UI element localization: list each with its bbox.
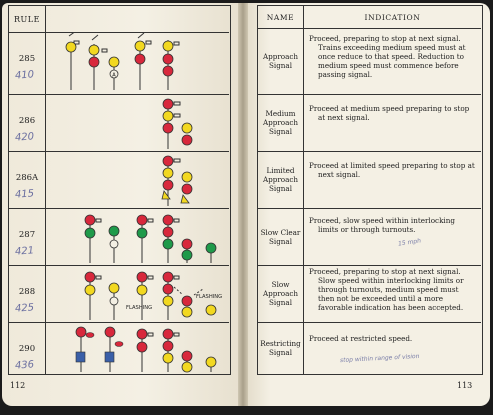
signal-drawings [46,208,229,265]
signal-light [163,123,173,133]
signal-light [163,284,173,294]
rule-number: 290 [18,344,36,354]
indication-text [309,161,477,179]
signal-light [135,41,145,51]
indication-line: Proceed at limited speed preparing to stop at next signal. [309,161,475,179]
indication-text [309,34,477,79]
rule-column-header: RULE [9,6,46,32]
rule-row-286 [9,94,229,152]
signal-name: Slow Clear Signal [258,208,304,265]
signal-light [163,353,173,363]
lunar-marker [162,191,170,199]
signal-light [163,215,173,225]
indication-row [258,151,481,209]
indication-line: Proceed at medium speed preparing to stop at next signal. [309,104,470,122]
signal-light [89,45,99,55]
handwritten-note: 420 [14,131,35,144]
signal-light [137,272,147,282]
signal-aspect-table [8,5,231,375]
left-page-number: 112 [10,381,26,390]
signal-light [137,285,147,295]
rule-number-cell [9,151,46,208]
signal-light [109,226,119,236]
rule-number-cell [9,32,46,94]
rule-row-288 [9,265,229,323]
signal-name: Restricting Signal [258,322,304,374]
signal-light [206,305,216,315]
signal-drawings [46,94,229,151]
signal-name: Medium Approach Signal [258,94,304,151]
indication-table [257,5,483,375]
signal-light [163,239,173,249]
signal-light [182,184,192,194]
signal-light [89,57,99,67]
signal-light [137,329,147,339]
signal-name: Approach Signal [258,28,304,94]
indication-row [258,94,481,152]
rule-number: 285 [18,54,36,64]
indication-row [258,265,481,323]
handwritten-note: 410 [14,69,35,82]
signal-light [85,285,95,295]
indication-text [309,267,477,312]
signal-drawings [46,322,229,374]
signal-light [163,227,173,237]
name-column-header: NAME [258,6,304,28]
signal-light [76,327,86,337]
signal-light [163,41,173,51]
signal-light [163,54,173,64]
rule-number: 288 [18,287,36,297]
signal-light [163,329,173,339]
signal-name: Slow Approach Signal [258,265,304,322]
indication-row [258,28,481,95]
indication-column-header: INDICATION [364,12,421,22]
indication-line: Proceed, preparing to stop at next signal. [309,34,461,43]
indication-line: Proceed, preparing to stop at next signal. Slow speed within interlocking limits or through turnouts, medium speed must then not be exceeded until a more favorable indication has been accepted. [309,267,464,312]
signal-light [163,156,173,166]
signal-light [115,342,123,347]
indication-line: Trains exceeding medium speed must at once reduce to that speed. Reduction to medium speed must commence before passing signal. [318,43,466,79]
marker-letter: A [112,72,116,79]
signal-light [109,283,119,293]
lunar-marker [181,195,189,203]
signal-light [85,215,95,225]
handwritten-note: 425 [14,302,35,315]
signal-light [163,341,173,351]
marker-plate [110,297,118,305]
handwritten-note: 421 [14,245,35,258]
signal-light [163,111,173,121]
signal-light [182,239,192,249]
signal-light [137,228,147,238]
rule-number-cell [9,265,46,322]
rule-number-cell [9,94,46,151]
signal-light [182,351,192,361]
signal-light [85,272,95,282]
signal-light [182,307,192,317]
number-plate [105,352,114,362]
rule-number: 286 [18,116,36,126]
handwritten-note: stop within range of vision [339,352,420,365]
signal-drawings [46,151,229,208]
rule-row-287 [9,208,229,266]
indication-text [309,334,477,343]
signal-light [163,296,173,306]
signal-light [163,180,173,190]
signal-light [135,54,145,64]
right-page-number: 113 [457,381,473,390]
signal-drawings [46,32,229,94]
signal-light [163,168,173,178]
flashing-label: FLASHING [126,305,153,311]
signal-light [182,250,192,260]
rule-row-286a [9,151,229,209]
indication-text [309,216,477,234]
signal-light [182,135,192,145]
signal-light [163,66,173,76]
signal-light [86,333,94,338]
indication-row [258,322,481,374]
indication-header-row [258,6,481,29]
handwritten-note: 415 [14,188,35,201]
book-gutter [238,3,248,406]
signal-light [137,215,147,225]
signal-light [105,327,115,337]
signal-drawings [46,265,229,322]
signal-light [206,357,216,367]
signal-name: Limited Approach Signal [258,151,304,208]
flashing-label: FLASHING [196,294,223,300]
indication-row [258,208,481,266]
signal-light [206,243,216,253]
handwritten-note: 15 mph [397,237,422,248]
signal-light [137,342,147,352]
signal-light [182,172,192,182]
rule-header-row [9,6,229,33]
signal-light [182,362,192,372]
number-plate [76,352,85,362]
indication-text [309,104,477,122]
rule-row-290 [9,322,229,374]
signal-light [66,42,76,52]
marker-plate [110,240,118,248]
handwritten-note: 436 [14,359,35,372]
signal-light [163,272,173,282]
rule-number-cell [9,208,46,265]
signal-light [182,296,192,306]
signal-light [182,123,192,133]
indication-line: Proceed, slow speed within interlocking limits or through turnouts. [309,216,455,234]
signal-light [85,228,95,238]
rule-number: 287 [18,230,36,240]
rule-row-285 [9,32,229,95]
rule-number: 286A [15,173,39,183]
signal-light [163,99,173,109]
rule-number-cell [9,322,46,374]
indication-line: Proceed at restricted speed. [309,334,413,343]
signal-light [109,57,119,67]
